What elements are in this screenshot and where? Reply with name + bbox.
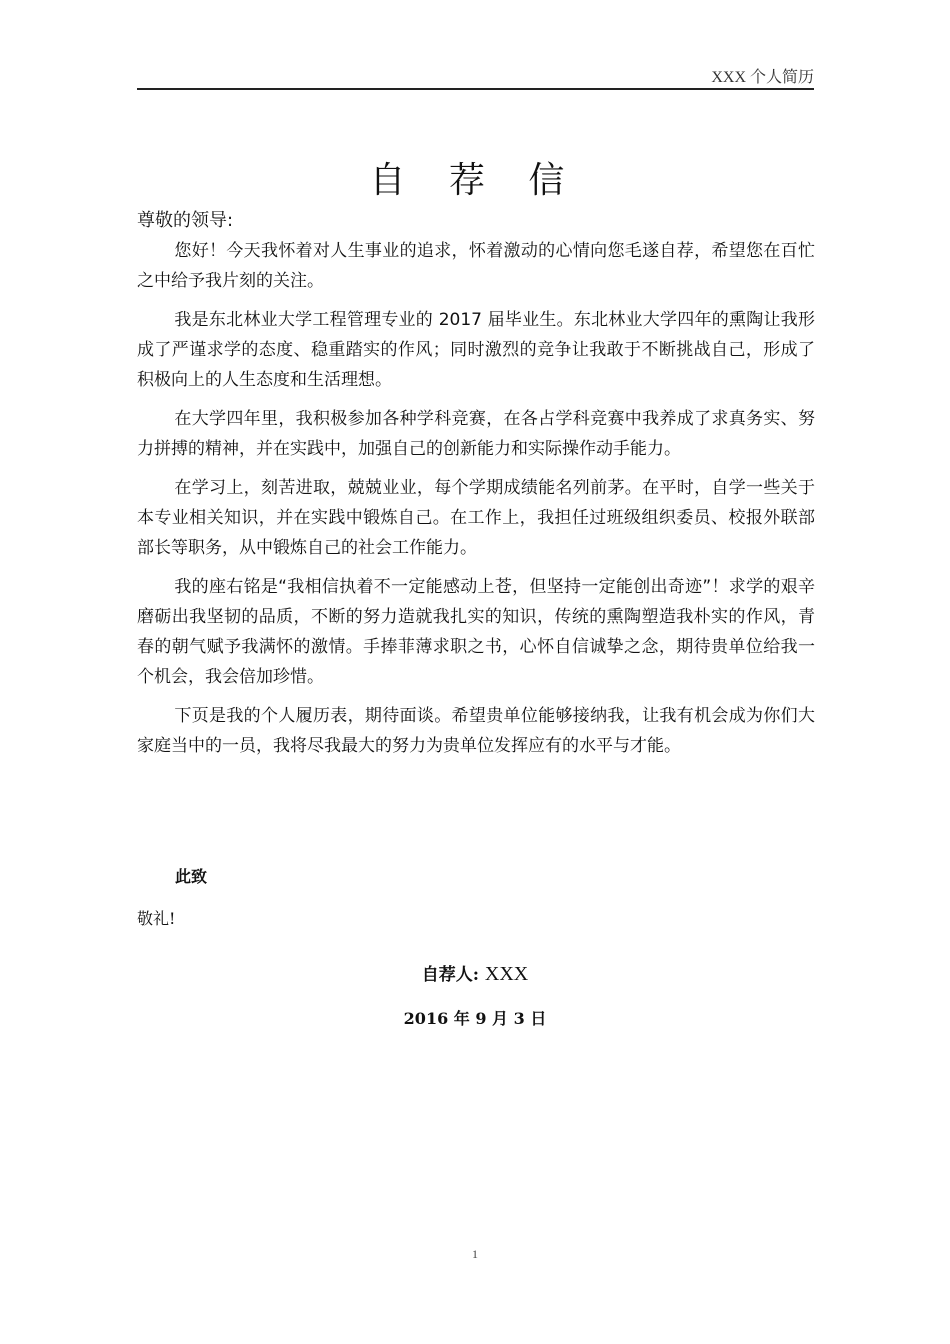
letter-date: 2016 年 9 月 3 日 bbox=[403, 1009, 547, 1028]
body-paragraph: 我是东北林业大学工程管理专业的 2017 届毕业生。东北林业大学四年的熏陶让我形成了严谨求学的态度、稳重踏实的作风；同时激烈的竞争让我敢于不断挑战自己，形成了积极向上的人生态度和生活理想。 bbox=[137, 310, 815, 390]
body-paragraph: 在大学四年里，我积极参加各种学科竞赛，在各占学科竞赛中我养成了求真务实、努力拼搏的精神，并在实践中，加强自己的创新能力和实际操作动手能力。 bbox=[137, 409, 815, 459]
signature bbox=[0, 960, 950, 986]
body-paragraph: 在学习上，刻苦进取，兢兢业业，每个学期成绩能名列前茅。在平时，自学一些关于本专业相关知识，并在实践中锻炼自己。在工作上，我担任过班级组织委员、校报外联部部长等职务，从中锻炼自己的社会工作能力。 bbox=[137, 478, 815, 558]
body-paragraph: 您好！今天我怀着对人生事业的追求，怀着激动的心情向您毛遂自荐，希望您在百忙之中给予我片刻的关注。 bbox=[137, 241, 815, 291]
signature-name: XXX bbox=[484, 963, 529, 985]
page-header: XXX 个人简历 bbox=[711, 69, 814, 86]
body-paragraph: 我的座右铭是“我相信执着不一定能感动上苍，但坚持一定能创出奇迹”！求学的艰辛磨砺出我坚韧的品质，不断的努力造就我扎实的知识，传统的熏陶塑造我朴实的作风，青春的朝气赋予我满怀的激情。手捧菲薄求职之书，心怀自信诚挚之念，期待贵单位给我一个机会，我会倍加珍惜。 bbox=[137, 577, 815, 687]
closing-line-2: 敬礼! bbox=[137, 909, 176, 928]
signature-label: 自荐人: bbox=[421, 965, 479, 985]
body-paragraph: 下页是我的个人履历表，期待面谈。希望贵单位能够接纳我，让我有机会成为你们大家庭当中的一员，我将尽我最大的努力为贵单位发挥应有的水平与才能。 bbox=[137, 706, 815, 756]
letter-title: 自 荐 信 bbox=[369, 160, 581, 201]
letter-body bbox=[137, 236, 815, 770]
page-number: 1 bbox=[472, 1247, 478, 1261]
closing-line-1: 此致 bbox=[175, 867, 208, 886]
salutation: 尊敬的领导: bbox=[137, 210, 234, 231]
header-divider bbox=[137, 88, 814, 90]
